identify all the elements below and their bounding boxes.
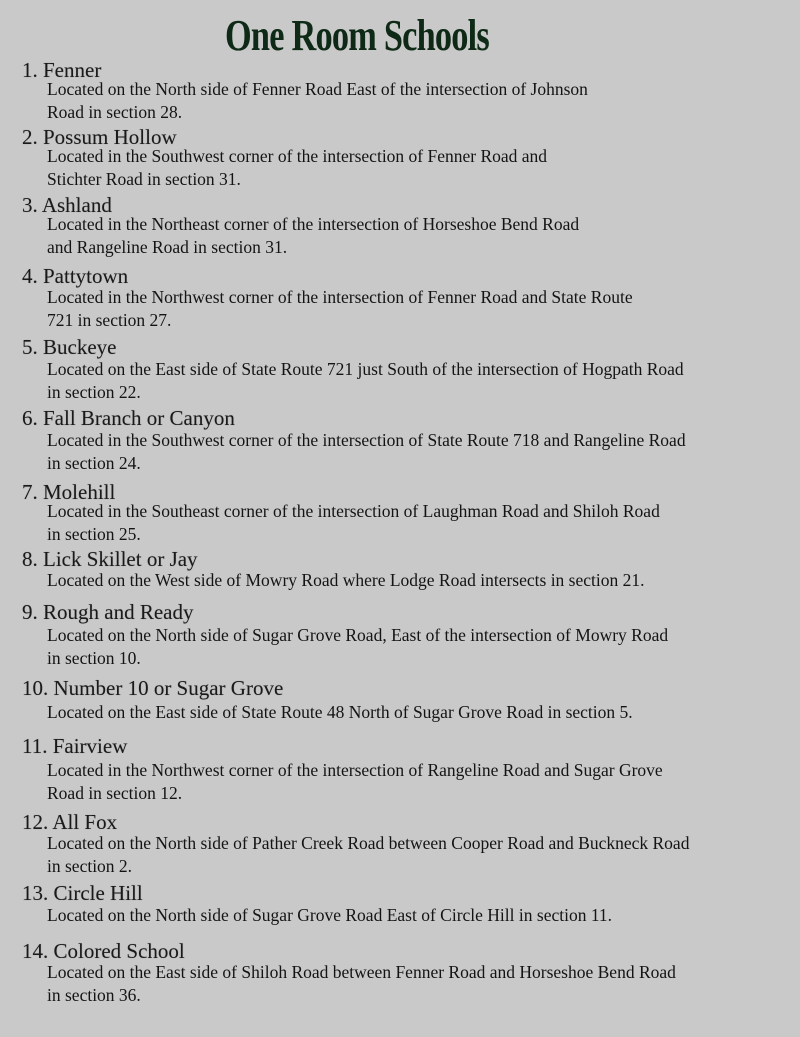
school-description-line: Stichter Road in section 31. — [47, 169, 241, 189]
school-name: 7. Molehill — [22, 480, 116, 504]
page-title: One Room Schools — [224, 11, 490, 60]
school-description-line: Located on the East side of State Route 48 North of Sugar Grove Road in section 5. — [47, 702, 633, 722]
school-description-line: Road in section 12. — [47, 783, 183, 803]
school-description-line: and Rangeline Road in section 31. — [47, 237, 288, 257]
school-description-line: Located in the Northeast corner of the intersection of Horseshoe Bend Road — [47, 214, 580, 234]
school-name: 6. Fall Branch or Canyon — [22, 406, 235, 430]
school-name: 1. Fenner — [22, 58, 102, 82]
school-description-line: Located in the Northwest corner of the intersection of Fenner Road and State Route — [47, 287, 633, 307]
school-description-line: Located on the North side of Pather Creek Road between Cooper Road and Buckneck Road — [47, 833, 690, 853]
school-description-line: Located on the North side of Sugar Grove Road, East of the intersection of Mowry Road — [47, 625, 669, 645]
school-description-line: Located in the Southeast corner of the intersection of Laughman Road and Shiloh Road — [47, 501, 660, 521]
school-description-line: in section 24. — [47, 453, 141, 473]
school-description-line: Located on the East side of Shiloh Road between Fenner Road and Horseshoe Bend Road — [47, 962, 676, 982]
school-name: 9. Rough and Ready — [22, 600, 194, 624]
school-description-line: Located on the North side of Sugar Grove Road East of Circle Hill in section 11. — [47, 905, 613, 925]
school-name: 8. Lick Skillet or Jay — [22, 547, 198, 571]
school-name: 4. Pattytown — [22, 264, 129, 288]
school-description-line: 721 in section 27. — [47, 310, 172, 330]
school-description-line: in section 36. — [47, 985, 141, 1005]
school-description-line: Located in the Southwest corner of the intersection of Fenner Road and — [47, 146, 548, 166]
school-description-line: in section 22. — [47, 382, 141, 402]
school-description-line: Located in the Northwest corner of the intersection of Rangeline Road and Sugar Grove — [47, 760, 663, 780]
school-name: 14. Colored School — [22, 939, 185, 963]
school-name: 13. Circle Hill — [22, 881, 143, 905]
school-description-line: Located in the Southwest corner of the intersection of State Route 718 and Rangeline Road — [47, 430, 686, 450]
school-description-line: Located on the North side of Fenner Road East of the intersection of Johnson — [47, 79, 588, 99]
school-description-line: Road in section 28. — [47, 102, 183, 122]
school-description-line: in section 25. — [47, 524, 141, 544]
school-name: 2. Possum Hollow — [22, 125, 177, 149]
school-name: 10. Number 10 or Sugar Grove — [22, 676, 284, 700]
school-name: 11. Fairview — [22, 734, 128, 758]
school-name: 3. Ashland — [22, 193, 112, 217]
school-name: 12. All Fox — [22, 810, 118, 834]
school-name: 5. Buckeye — [22, 335, 117, 359]
school-description-line: Located on the East side of State Route 721 just South of the intersection of Hogpath Road — [47, 359, 684, 379]
school-description-line: in section 2. — [47, 856, 133, 876]
school-description-line: in section 10. — [47, 648, 141, 668]
school-description-line: Located on the West side of Mowry Road where Lodge Road intersects in section 21. — [47, 570, 645, 590]
